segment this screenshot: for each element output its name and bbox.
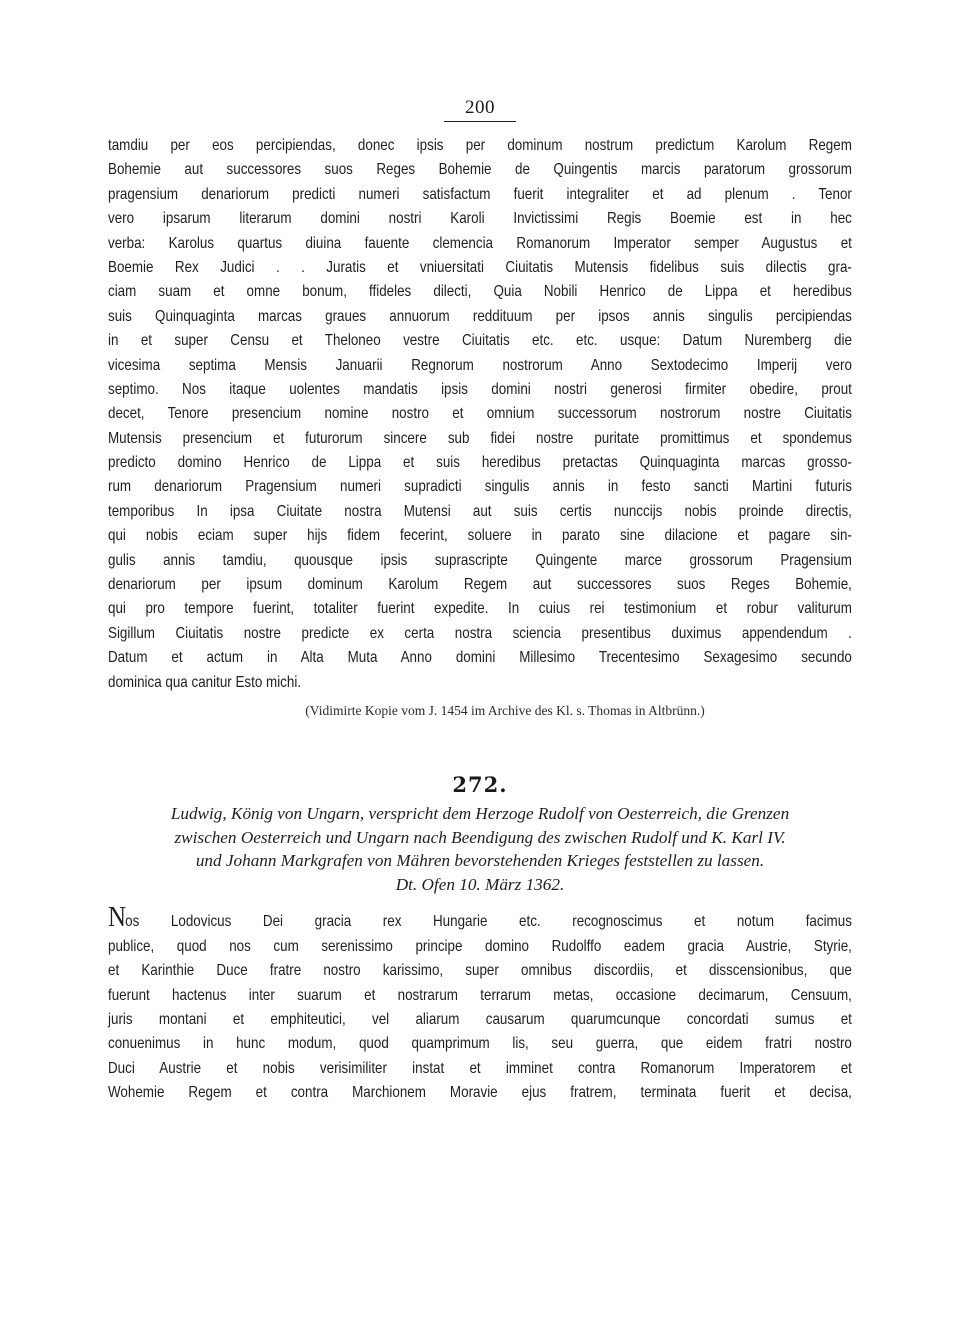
text-line: rum denariorum Pragensium numeri supradicti singulis annis in festo sancti Martini futuris bbox=[108, 478, 852, 496]
text-line: decet, Tenore presencium nomine nostro et omnium successorum nostrorum nostre Ciuitatis bbox=[108, 405, 852, 423]
text-line: Boemie Rex Judici . . Juratis et vniuersitati Ciuitatis Mutensis fidelibus suis dilectis gra- bbox=[108, 258, 852, 276]
text-line: fuerunt hactenus inter suarum et nostrarum terrarum metas, occasione decimarum, Censuum, bbox=[108, 986, 852, 1004]
text-line: septimo. Nos itaque uolentes mandatis ipsis domini nostri generosi firmiter obedire, prout bbox=[108, 380, 852, 398]
source-note: (Vidimirte Kopie vom J. 1454 im Archive des Kl. s. Thomas in Altbrünn.) bbox=[305, 702, 705, 718]
text-line: denariorum per ipsum dominum Karolum Regem aut successores suos Reges Bohemie, bbox=[108, 576, 852, 594]
first-line-text: os Lodovicus Dei gracia rex Hungarie etc. recognoscimus et notum facimus bbox=[125, 913, 852, 931]
header-rule bbox=[444, 121, 516, 122]
text-line: publice, quod nos cum serenissimo principe domino Rudolffo eadem gracia Austrie, Styrie, bbox=[108, 937, 852, 955]
text-line-first bbox=[108, 901, 852, 934]
regest-line: zwischen Oesterreich und Ungarn nach Beendigung des zwischen Rudolf und K. Karl IV. bbox=[174, 827, 786, 847]
text-line: Wohemie Regem et contra Marchionem Moravie ejus fratrem, terminata fuerit et decisa, bbox=[108, 1084, 852, 1102]
text-line: Sigillum Ciuitatis nostre predicte ex certa nostra sciencia presentibus duximus appendendum . bbox=[108, 624, 852, 642]
regest-line: und Johann Markgrafen von Mähren bevorstehenden Krieges feststellen zu lassen. bbox=[195, 851, 765, 871]
document-number: 272. bbox=[452, 771, 508, 797]
text-line: dominica qua canitur Esto michi. bbox=[108, 673, 302, 691]
document-text bbox=[108, 901, 852, 1105]
document-page bbox=[108, 96, 852, 1105]
text-line: vicesima septima Mensis Januarii Regnorum nostrorum Anno Sextodecimo Imperij vero bbox=[108, 356, 852, 374]
page-number: 200 bbox=[465, 97, 495, 118]
regest-date: Dt. Ofen 10. März 1362. bbox=[395, 874, 565, 894]
text-line: qui nobis eciam super hijs fidem fecerint, soluere in parato sine dilacione et pagare sin- bbox=[108, 527, 852, 545]
text-line: vero ipsarum literarum domini nostri Karoli Invictissimi Regis Boemie est in hec bbox=[108, 210, 852, 228]
text-line: gulis annis tamdiu, quousque ipsis suprascripte Quingente marce grossorum Pragensium bbox=[108, 551, 852, 569]
document-regest bbox=[108, 802, 852, 896]
text-line: in et super Censu et Theloneo vestre Ciuitatis etc. etc. usque: Datum Nuremberg die bbox=[108, 332, 852, 350]
text-line: ciam suam et omne bonum, ffideles dilecti, Quia Nobili Henrico de Lippa et heredibus bbox=[108, 283, 852, 301]
text-line: tamdiu per eos percipiendas, donec ipsis per dominum nostrum predictum Karolum Regem bbox=[108, 137, 852, 154]
text-line: verba: Karolus quartus diuina fauente clemencia Romanorum Imperator semper Augustus et bbox=[108, 234, 852, 252]
text-line: pragensium denariorum predicti numeri satisfactum fuerit integraliter et ad plenum . Tenor bbox=[108, 185, 852, 203]
regest-line: Ludwig, König von Ungarn, verspricht dem Herzoge Rudolf von Oesterreich, die Grenzen bbox=[170, 803, 790, 823]
initial-letter: N bbox=[108, 901, 126, 934]
text-line: predicto domino Henrico de Lippa et suis heredibus pretactas Quinquaginta marcas grosso- bbox=[108, 454, 852, 472]
text-line: temporibus In ipsa Ciuitate nostra Mutensi aut suis certis nunccijs nobis proinde directis, bbox=[108, 502, 852, 520]
text-line: suis Quinquaginta marcas graues annuorum reddituum per ipsos annis singulis percipiendas bbox=[108, 307, 852, 325]
text-line: Datum et actum in Alta Muta Anno domini Millesimo Trecentesimo Sexagesimo secundo bbox=[108, 649, 852, 667]
text-line: juris montani et emphiteutici, vel aliarum causarum quarumcunque concordati sumus et bbox=[108, 1010, 852, 1028]
text-line: conuenimus in hunc modum, quod quamprimum lis, seu guerra, que eidem fratri nostro bbox=[108, 1035, 852, 1053]
text-line: Mutensis presencium et futurorum sincere sub fidei nostre puritate promittimus et spondemus bbox=[108, 429, 852, 447]
text-line: et Karinthie Duce fratre nostro karissimo, super omnibus discordiis, et disscensionibus, que bbox=[108, 962, 852, 980]
text-line: Duci Austrie et nobis verisimiliter instat et imminet contra Romanorum Imperatorem et bbox=[108, 1059, 852, 1077]
previous-document-text bbox=[108, 134, 852, 695]
text-line: Bohemie aut successores suos Reges Bohemie de Quingentis marcis paratorum grossorum bbox=[108, 161, 852, 179]
text-line: qui pro tempore fuerint, totaliter fuerint expedite. In cuius rei testimonium et robur valiturum bbox=[108, 600, 852, 618]
